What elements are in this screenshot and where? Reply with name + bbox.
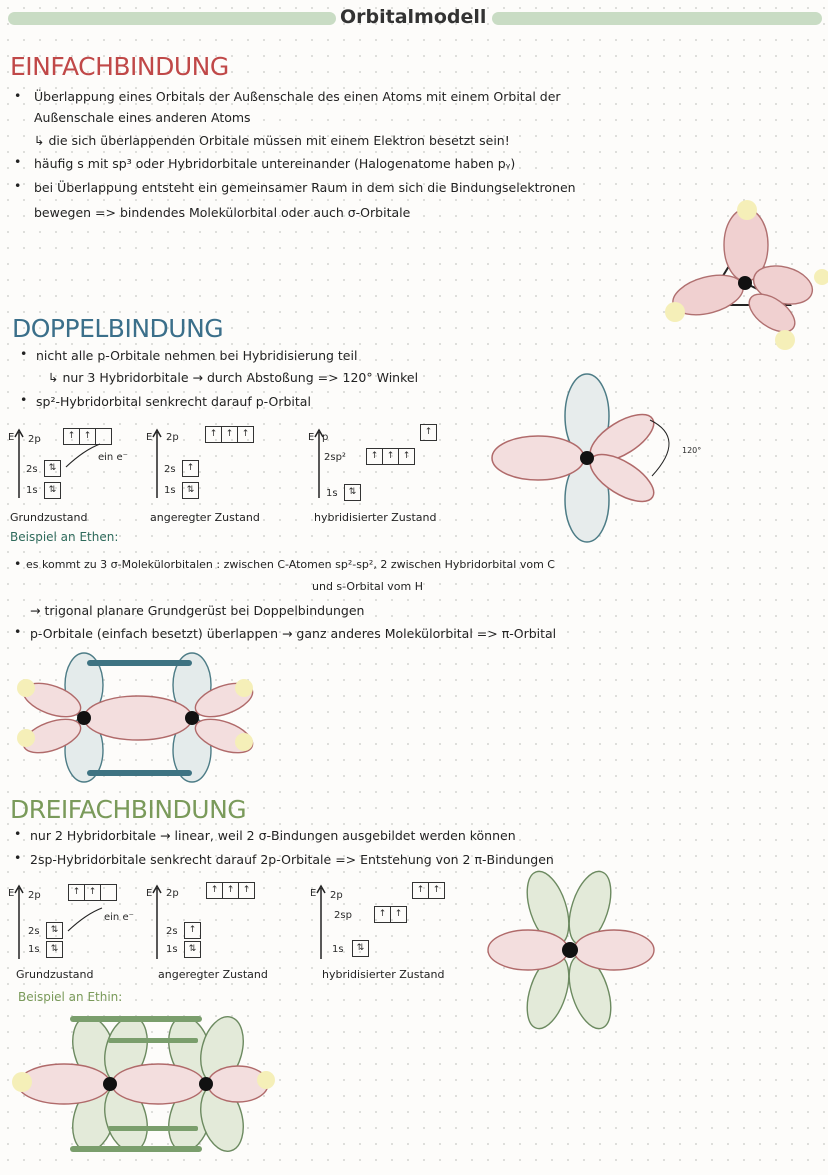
heading-dreifachbindung: DREIFACHBINDUNG <box>10 795 247 824</box>
example-ethin: Beispiel an Ethin: <box>18 990 123 1004</box>
ethen-line-2: und s-Orbital vom H <box>312 580 423 593</box>
caption-grundzustand: Grundzustand <box>16 968 94 981</box>
level-2sp: 2sp <box>334 910 352 921</box>
level-2p: 2p <box>330 890 343 901</box>
energy-axis <box>316 884 326 959</box>
bullet-dot: • <box>14 154 22 169</box>
bullet-dot: • <box>20 392 28 407</box>
level-2s: 2s <box>166 926 178 937</box>
orbital-box-p: ↑ <box>420 424 437 441</box>
level-1s: 1s <box>166 944 178 955</box>
caption-hybridisierter-zustand: hybridisierter Zustand <box>314 511 437 524</box>
header-bar-right <box>492 12 822 25</box>
doppel-line-2: ↳ nur 3 Hybridorbitale → durch Abstoßung => 120° Winkel <box>48 370 419 385</box>
bullet-dot: • <box>14 178 22 193</box>
caption-angeregter-zustand: angeregter Zustand <box>158 968 268 981</box>
level-1s: 1s <box>332 944 344 955</box>
energy-axis <box>152 428 162 498</box>
header-bar-left <box>8 12 336 25</box>
level-2p: 2p <box>166 432 179 443</box>
energy-label: E <box>146 432 153 443</box>
ethen-diagram <box>12 650 252 785</box>
doppel-line-1: nicht alle p-Orbitale nehmen bei Hybridisierung teil <box>36 348 358 363</box>
orbital-box-2p: ↑ ↑ ↑ <box>205 426 254 443</box>
angle-label: 120° <box>682 446 702 455</box>
orbital-box-2s: ↑ <box>182 460 199 477</box>
ethen-line-1: es kommt zu 3 σ-Molekülorbitalen : zwischen C-Atomen sp²-sp², 2 zwischen Hybridorbital vom C <box>26 558 555 571</box>
level-2sp2: 2sp² <box>324 452 346 463</box>
orbital-box-2sp2: ↑ ↑ ↑ <box>366 448 415 465</box>
einfach-line-3: ↳ die sich überlappenden Orbitale müssen mit einem Elektron besetzt sein! <box>34 133 510 148</box>
level-p: p <box>322 432 329 443</box>
orbital-box-2s: ⇅ <box>44 460 61 477</box>
bullet-dot: • <box>14 88 22 103</box>
dreifach-line-1: nur 2 Hybridorbitale → linear, weil 2 σ-Bindungen ausgebildet werden können <box>30 828 516 843</box>
sp2-orbital-diagram <box>492 378 712 543</box>
einfach-line-6: bewegen => bindendes Molekülorbital oder auch σ-Orbitale <box>34 205 411 220</box>
energy-label: E <box>310 888 317 899</box>
level-1s: 1s <box>326 488 338 499</box>
energy-axis <box>14 884 24 959</box>
einfach-line-1: Überlappung eines Orbitals der Außenschale des einen Atoms mit einem Orbital der <box>34 89 561 104</box>
orbital-box-1s: ⇅ <box>184 941 201 958</box>
einfach-line-2: Außenschale eines anderen Atoms <box>34 110 251 125</box>
ethen-line-3: → trigonal planare Grundgerüst bei Doppelbindungen <box>30 603 365 618</box>
orbital-box-1s: ⇅ <box>44 482 61 499</box>
caption-grundzustand: Grundzustand <box>10 511 88 524</box>
orbital-box-2p: ↑ ↑ <box>63 428 112 445</box>
ethin-diagram <box>8 1010 278 1160</box>
energy-axis <box>152 884 162 959</box>
level-2s: 2s <box>28 926 40 937</box>
level-2s: 2s <box>164 464 176 475</box>
caption-angeregter-zustand: angeregter Zustand <box>150 511 260 524</box>
caption-hybridisierter-zustand: hybridisierter Zustand <box>322 968 445 981</box>
heading-einfachbindung: EINFACHBINDUNG <box>10 52 229 81</box>
orbital-box-1s: ⇅ <box>344 484 361 501</box>
orbital-box-1s: ⇅ <box>46 941 63 958</box>
orbital-box-2s: ↑ <box>184 922 201 939</box>
level-1s: 1s <box>26 485 38 496</box>
energy-label: E <box>8 888 15 899</box>
einfach-line-4: häufig s mit sp³ oder Hybridorbitale untereinander (Halogenatome haben pᵧ) <box>34 156 516 171</box>
bullet-dot: • <box>14 556 22 571</box>
orbital-box-1s: ⇅ <box>352 940 369 957</box>
page-title: Orbitalmodell <box>340 6 487 28</box>
sp3-tetrahedron-diagram <box>660 195 828 345</box>
bullet-dot: • <box>20 346 28 361</box>
level-2s: 2s <box>26 464 38 475</box>
energy-label: E <box>8 432 15 443</box>
energy-label: E <box>146 888 153 899</box>
bullet-dot: • <box>14 826 22 841</box>
orbital-box-2p: ↑ ↑ <box>412 882 445 899</box>
doppel-line-3: sp²-Hybridorbital senkrecht darauf p-Orbital <box>36 394 311 409</box>
orbital-box-2p: ↑ ↑ <box>68 884 117 901</box>
bullet-dot: • <box>14 624 22 639</box>
orbital-box-2p: ↑ ↑ ↑ <box>206 882 255 899</box>
energy-label: E <box>308 432 315 443</box>
level-2p: 2p <box>28 434 41 445</box>
level-1s: 1s <box>28 944 40 955</box>
level-2p: 2p <box>28 890 41 901</box>
level-2p: 2p <box>166 888 179 899</box>
orbital-box-2sp: ↑ ↑ <box>374 906 407 923</box>
ethen-line-4: p-Orbitale (einfach besetzt) überlappen → ganz anderes Molekülorbital => π-Orbital <box>30 626 557 641</box>
sp-orbital-diagram <box>486 870 661 1032</box>
energy-axis <box>14 428 24 498</box>
einfach-line-5: bei Überlappung entsteht ein gemeinsamer Raum in dem sich die Bindungselektronen <box>34 180 576 195</box>
electron-note: ein e⁻ <box>98 452 128 463</box>
electron-note: ein e⁻ <box>104 912 134 923</box>
orbital-box-1s: ⇅ <box>182 482 199 499</box>
dreifach-line-2: 2sp-Hybridorbitale senkrecht darauf 2p-Orbitale => Entstehung von 2 π-Bindungen <box>30 852 554 867</box>
bullet-dot: • <box>14 850 22 865</box>
level-1s: 1s <box>164 485 176 496</box>
heading-doppelbindung: DOPPELBINDUNG <box>12 314 224 343</box>
example-ethen: Beispiel an Ethen: <box>10 530 119 544</box>
orbital-box-2s: ⇅ <box>46 922 63 939</box>
